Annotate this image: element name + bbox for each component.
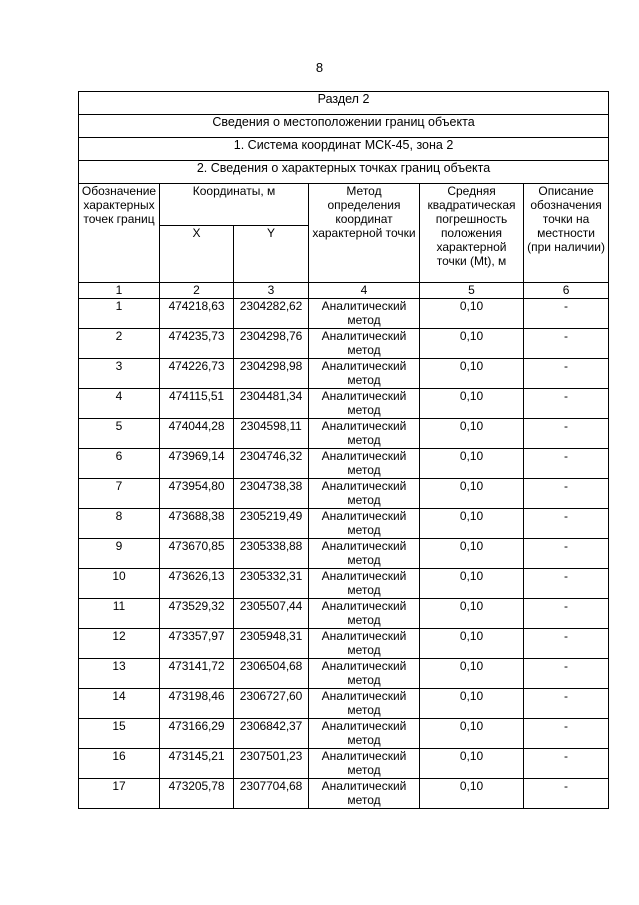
table-row: [79, 779, 609, 809]
cell-x: 474218,63: [160, 299, 234, 329]
page-number: 8: [315, 60, 324, 75]
cell-error: 0,10: [420, 599, 524, 629]
cell-point: 6: [79, 449, 160, 479]
cell-point: 12: [79, 629, 160, 659]
cell-description: -: [524, 569, 609, 599]
column-header-description: Описание обозначения точки на местности (при наличии): [524, 184, 609, 283]
cell-method: Аналитический метод: [309, 329, 420, 359]
cell-x: 474226,73: [160, 359, 234, 389]
cell-x: 473969,14: [160, 449, 234, 479]
cell-description: -: [524, 449, 609, 479]
cell-point: 9: [79, 539, 160, 569]
table-row: [79, 599, 609, 629]
cell-error: 0,10: [420, 329, 524, 359]
cell-description: -: [524, 389, 609, 419]
cell-description: -: [524, 509, 609, 539]
cell-point: 13: [79, 659, 160, 689]
column-header-method: Метод определения координат характерной точки: [309, 184, 420, 283]
cell-y: 2307704,68: [234, 779, 309, 809]
cell-y: 2305219,49: [234, 509, 309, 539]
cell-method: Аналитический метод: [309, 719, 420, 749]
cell-error: 0,10: [420, 479, 524, 509]
column-header-x: X: [160, 226, 234, 283]
cell-description: -: [524, 719, 609, 749]
cell-description: -: [524, 629, 609, 659]
cell-method: Аналитический метод: [309, 419, 420, 449]
table-row: [79, 389, 609, 419]
cell-y: 2304481,34: [234, 389, 309, 419]
column-header-coordinates: Координаты, м: [160, 184, 309, 226]
cell-x: 473145,21: [160, 749, 234, 779]
table-row: [79, 569, 609, 599]
coordinate-system: 1. Система координат МСК-45, зона 2: [79, 138, 609, 161]
cell-y: 2305338,88: [234, 539, 309, 569]
table-subtitle: 2. Сведения о характерных точках границ объекта: [79, 161, 609, 184]
boundary-points-table: [78, 91, 609, 809]
column-number: 3: [234, 283, 309, 299]
cell-method: Аналитический метод: [309, 479, 420, 509]
table-row: [79, 689, 609, 719]
column-number: 2: [160, 283, 234, 299]
cell-point: 17: [79, 779, 160, 809]
cell-method: Аналитический метод: [309, 539, 420, 569]
table-row: [79, 659, 609, 689]
cell-method: Аналитический метод: [309, 629, 420, 659]
table-row: [79, 539, 609, 569]
cell-point: 4: [79, 389, 160, 419]
table-row: [79, 449, 609, 479]
column-number: 1: [79, 283, 160, 299]
cell-method: Аналитический метод: [309, 659, 420, 689]
cell-x: 473529,32: [160, 599, 234, 629]
cell-y: 2304738,38: [234, 479, 309, 509]
table-row: [79, 479, 609, 509]
cell-x: 473205,78: [160, 779, 234, 809]
cell-x: 474115,51: [160, 389, 234, 419]
cell-description: -: [524, 779, 609, 809]
cell-y: 2305332,31: [234, 569, 309, 599]
cell-description: -: [524, 659, 609, 689]
column-number: 6: [524, 283, 609, 299]
cell-y: 2307501,23: [234, 749, 309, 779]
cell-x: 473357,97: [160, 629, 234, 659]
cell-x: 474044,28: [160, 419, 234, 449]
section-title: Раздел 2: [79, 92, 609, 115]
cell-method: Аналитический метод: [309, 779, 420, 809]
cell-point: 14: [79, 689, 160, 719]
cell-point: 16: [79, 749, 160, 779]
cell-error: 0,10: [420, 689, 524, 719]
cell-error: 0,10: [420, 749, 524, 779]
cell-y: 2306842,37: [234, 719, 309, 749]
cell-point: 10: [79, 569, 160, 599]
cell-description: -: [524, 359, 609, 389]
cell-method: Аналитический метод: [309, 359, 420, 389]
cell-description: -: [524, 419, 609, 449]
cell-y: 2304746,32: [234, 449, 309, 479]
cell-point: 15: [79, 719, 160, 749]
cell-method: Аналитический метод: [309, 689, 420, 719]
cell-description: -: [524, 539, 609, 569]
table-row: [79, 629, 609, 659]
cell-description: -: [524, 689, 609, 719]
column-header-y: Y: [234, 226, 309, 283]
cell-error: 0,10: [420, 779, 524, 809]
table-row: [79, 749, 609, 779]
cell-y: 2304598,11: [234, 419, 309, 449]
cell-method: Аналитический метод: [309, 509, 420, 539]
cell-error: 0,10: [420, 359, 524, 389]
cell-y: 2305507,44: [234, 599, 309, 629]
cell-error: 0,10: [420, 509, 524, 539]
table-row: [79, 719, 609, 749]
cell-x: 473166,29: [160, 719, 234, 749]
table-row: [79, 359, 609, 389]
cell-x: 473626,13: [160, 569, 234, 599]
cell-point: 5: [79, 419, 160, 449]
cell-method: Аналитический метод: [309, 749, 420, 779]
cell-point: 1: [79, 299, 160, 329]
cell-y: 2306727,60: [234, 689, 309, 719]
table-row: [79, 419, 609, 449]
cell-method: Аналитический метод: [309, 599, 420, 629]
column-header-designation: Обозначение характерных точек границ: [79, 184, 160, 283]
table-row: [79, 329, 609, 359]
cell-error: 0,10: [420, 299, 524, 329]
column-header-error: Средняя квадратическая погрешность положения характерной точки (Mt), м: [420, 184, 524, 283]
cell-description: -: [524, 479, 609, 509]
cell-x: 473954,80: [160, 479, 234, 509]
cell-error: 0,10: [420, 569, 524, 599]
cell-x: 474235,73: [160, 329, 234, 359]
cell-description: -: [524, 749, 609, 779]
cell-error: 0,10: [420, 419, 524, 449]
cell-y: 2305948,31: [234, 629, 309, 659]
table-row: [79, 509, 609, 539]
cell-y: 2306504,68: [234, 659, 309, 689]
cell-description: -: [524, 599, 609, 629]
cell-point: 11: [79, 599, 160, 629]
cell-x: 473688,38: [160, 509, 234, 539]
cell-method: Аналитический метод: [309, 569, 420, 599]
cell-x: 473198,46: [160, 689, 234, 719]
table-row: [79, 299, 609, 329]
cell-y: 2304282,62: [234, 299, 309, 329]
cell-y: 2304298,98: [234, 359, 309, 389]
column-number: 5: [420, 283, 524, 299]
cell-error: 0,10: [420, 449, 524, 479]
cell-point: 2: [79, 329, 160, 359]
cell-description: -: [524, 299, 609, 329]
cell-error: 0,10: [420, 629, 524, 659]
cell-point: 7: [79, 479, 160, 509]
column-number: 4: [309, 283, 420, 299]
cell-point: 8: [79, 509, 160, 539]
table-title: Сведения о местоположении границ объекта: [79, 115, 609, 138]
cell-method: Аналитический метод: [309, 389, 420, 419]
cell-x: 473670,85: [160, 539, 234, 569]
cell-error: 0,10: [420, 659, 524, 689]
cell-x: 473141,72: [160, 659, 234, 689]
cell-description: -: [524, 329, 609, 359]
cell-error: 0,10: [420, 389, 524, 419]
cell-method: Аналитический метод: [309, 299, 420, 329]
cell-method: Аналитический метод: [309, 449, 420, 479]
cell-error: 0,10: [420, 719, 524, 749]
cell-point: 3: [79, 359, 160, 389]
cell-error: 0,10: [420, 539, 524, 569]
cell-y: 2304298,76: [234, 329, 309, 359]
